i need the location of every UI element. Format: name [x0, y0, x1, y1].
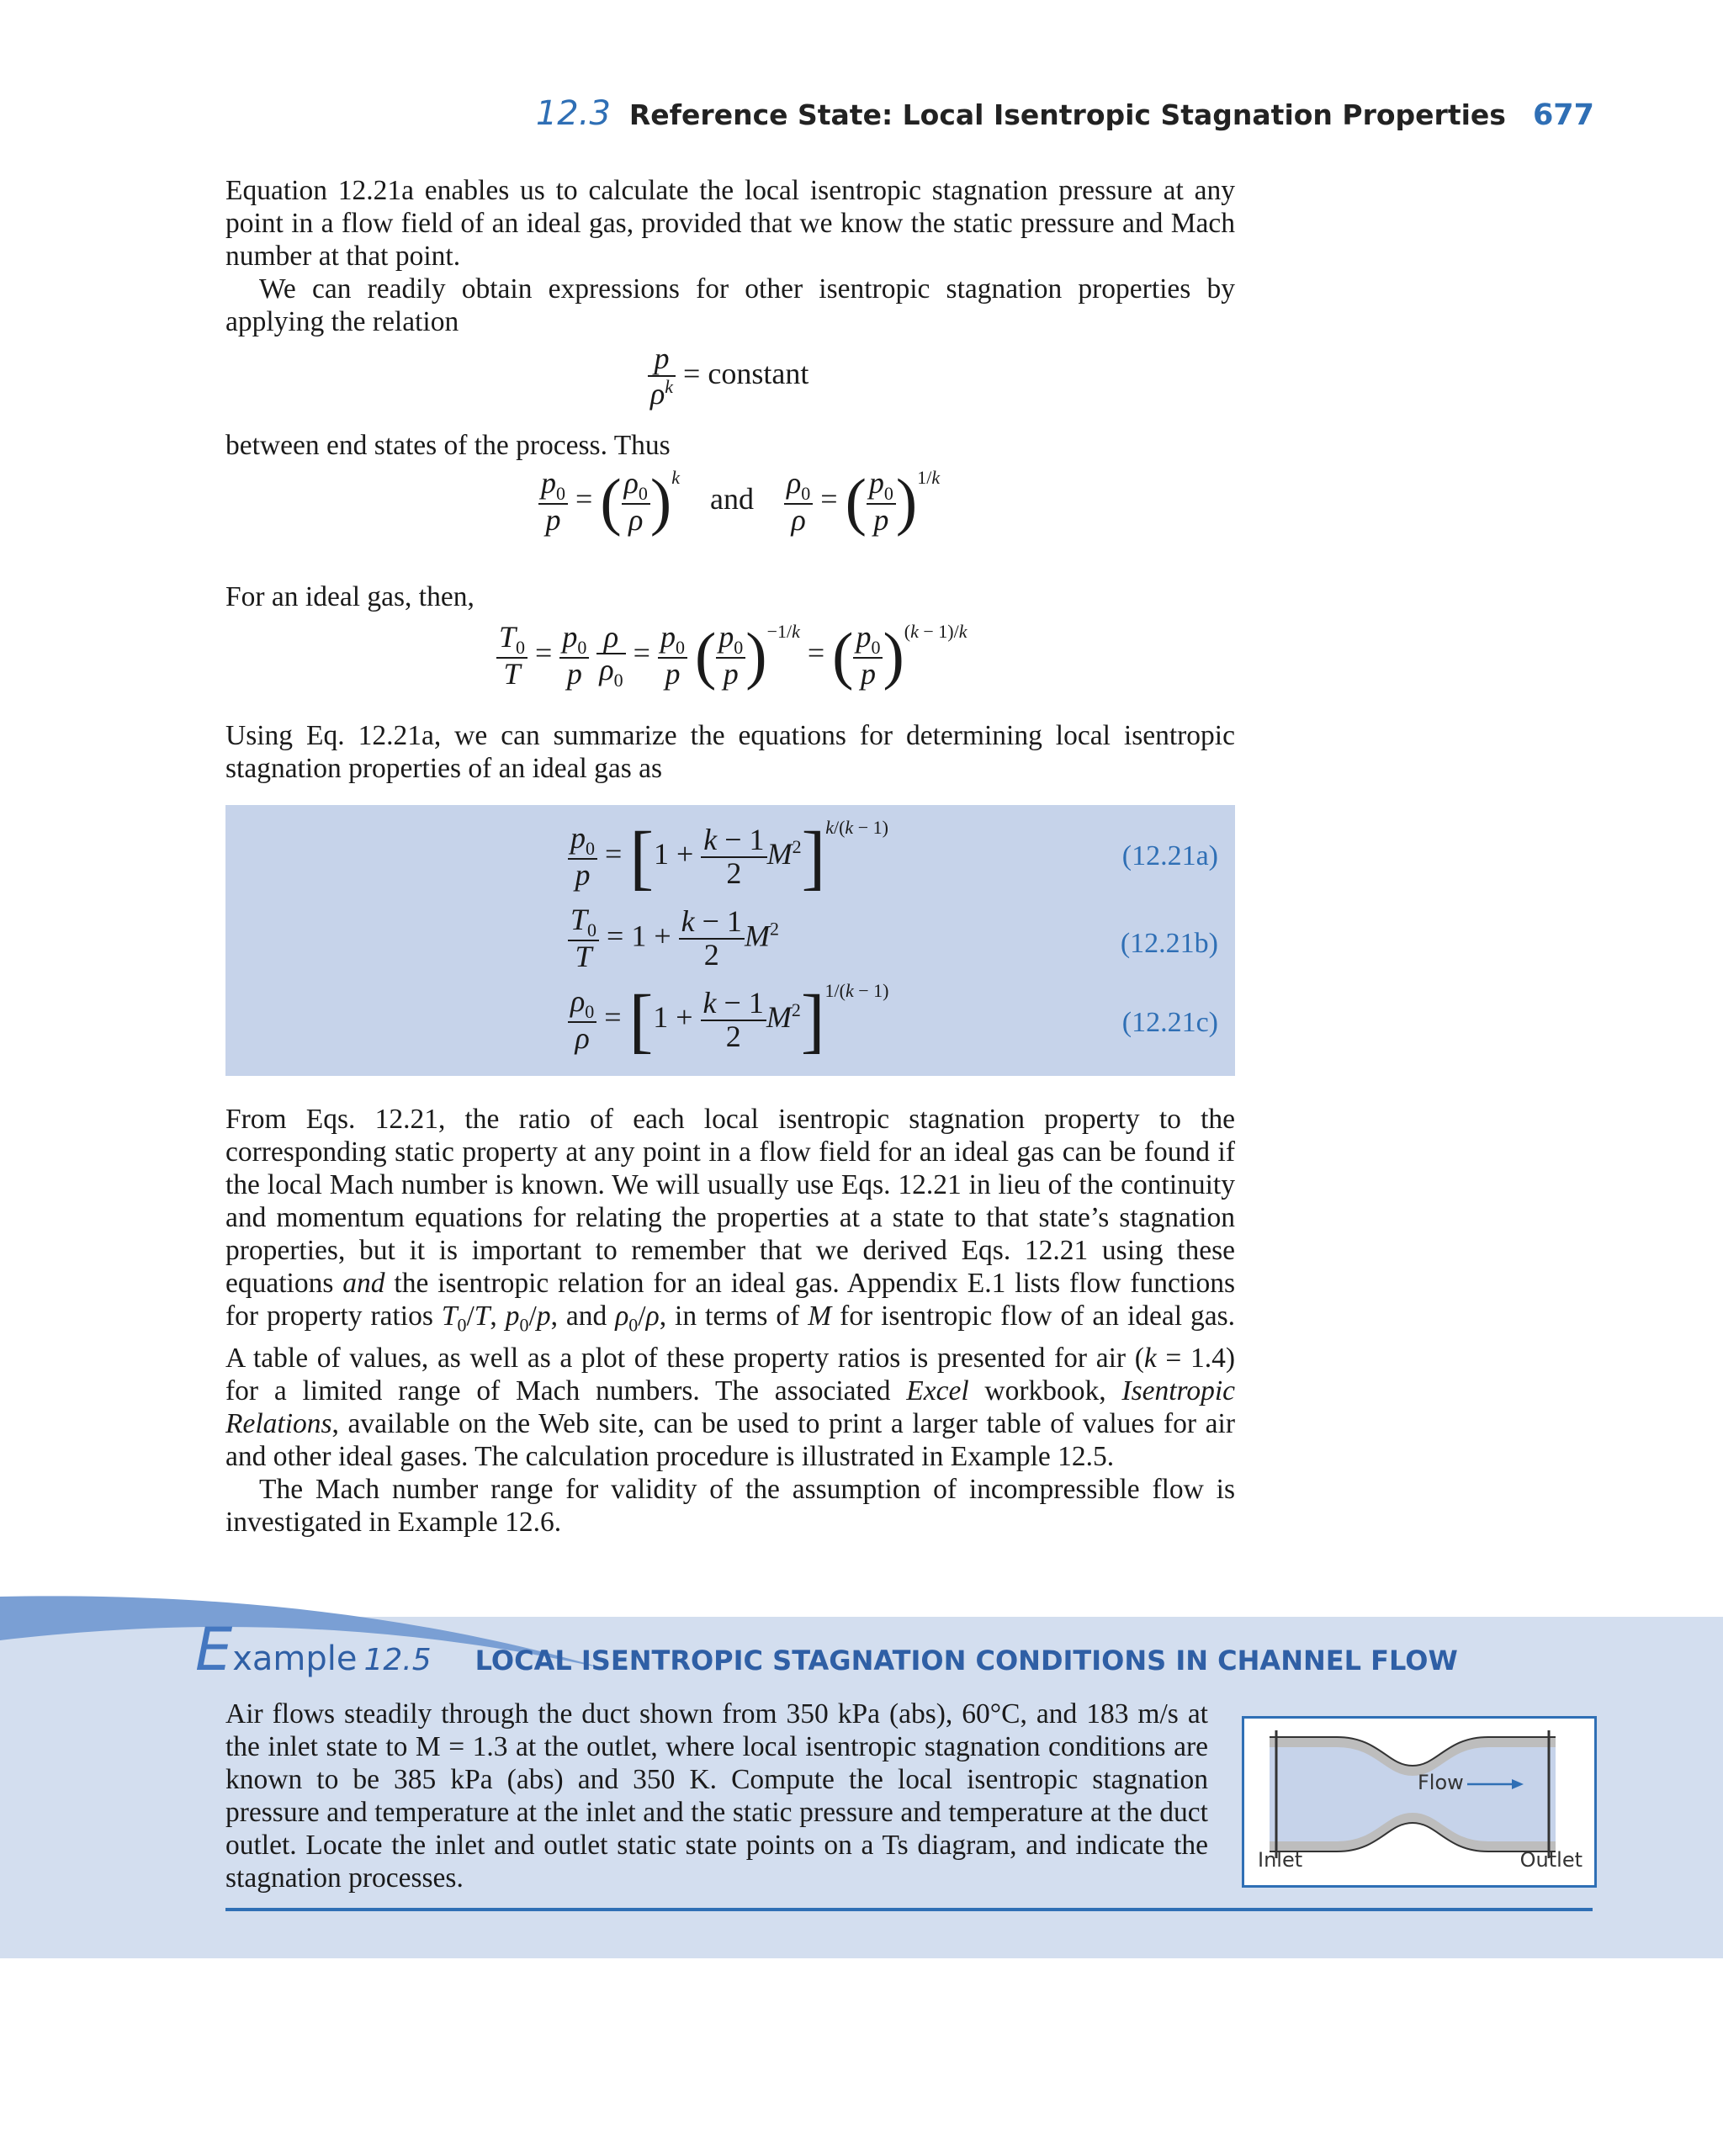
paragraph-4: For an ideal gas, then,	[225, 581, 474, 612]
equation-temperature-ratio: $\frac{T_0}{T}$ = $\frac{p_0}{p}$ $\frac{\rho}{\rho_0}$ = $\frac{p_0}{p}$ ( $\frac{p_0}{p}$ )$^{-1/k}$ = ( $\frac{p_0}{p}$ )$^{(k - 1)/k}$	[496, 621, 968, 691]
outlet-label: Outlet	[1519, 1848, 1583, 1872]
paragraph-2: We can readily obtain expressions for other isentropic stagnation properties by applying the relation	[225, 273, 1235, 337]
example-problem-text: Air flows steadily through the duct shown from 350 kPa (abs), 60°C, and 183 m/s at the inlet state to M = 1.3 at the outlet, where local isentropic stagnation conditions are known to be 385 kPa (abs) and 350 K. Compute the local isentropic stagnation pressure and temperature at the inlet and the static pressure and temperature at the duct outlet. Locate the inlet and outlet static state points on a Ts diagram, and indicate the stagnation processes.	[225, 1698, 1208, 1894]
paragraph-3: between end states of the process. Thus	[225, 430, 671, 461]
example-label-initial: E	[195, 1615, 233, 1684]
flow-label: Flow	[1418, 1771, 1464, 1794]
example-title: LOCAL ISENTROPIC STAGNATION CONDITIONS IN CHANNEL FLOW	[474, 1645, 1458, 1677]
example-divider	[225, 1908, 1593, 1911]
paragraph-5: Using Eq. 12.21a, we can summarize the equations for determining local isentropic stagnation properties of an ideal gas as	[225, 720, 1235, 784]
constant-text: = constant	[683, 357, 809, 391]
paragraph-6: From Eqs. 12.21, the ratio of each local isentropic stagnation property to the corresponding static property at any point in a flow field for an ideal gas can be found if the local Mach number is known. We will usually use Eqs. 12.21 in lieu of the continuity and momentum equations for relating the properties at a state to that state’s stagnation properties, but it is important to remember that we derived Eqs. 12.21 using these equations and the isentropic relation for an ideal gas. Appendix E.1 lists flow functions for property ratios $T_0/T$, $p_0/p$, and $\rho_0/\rho$, in terms of M for isentropic flow of an ideal gas. A table of values, as well as a plot of these property ratios is presented for air (k = 1.4) for a limited range of Mach numbers. The associated Excel workbook, Isentropic Relations, available on the Web site, can be used to print a larger table of values for air and other ideal gases. The calculation procedure is illustrated in Example 12.5. The Mach number range for validity of the assumption of incompressible flow is investigated in Example 12.6.	[225, 1104, 1236, 1538]
equation-number-12-21b: (12.21b)	[1120, 928, 1218, 959]
equation-number-12-21a: (12.21a)	[1121, 840, 1218, 871]
equation-12-21c: $\frac{\rho_0}{\rho}$ = [1 + $\frac{k - 1}{2}$ $M^2]^{1/(k - 1)}$	[568, 980, 888, 1057]
example-number: 12.5	[363, 1643, 432, 1677]
equation-number-12-21c: (12.21c)	[1121, 1007, 1218, 1038]
intro-paragraphs	[225, 174, 1235, 338]
and-text: and	[709, 482, 754, 516]
running-header	[0, 94, 1594, 133]
equation-power-relations: $\frac{p_0}{p}$ = ( $\frac{\rho_0}{\rho}$ )$^k$ and $\frac{\rho_0}{\rho}$ = ( $\frac{p_0}{p}$ )$^{1/k}$	[538, 467, 940, 537]
paragraph-7: The Mach number range for validity of the assumption of incompressible flow is investigated in Example 12.6.	[225, 1473, 1235, 1538]
section-title: Reference State: Local Isentropic Stagnation Properties	[628, 98, 1506, 131]
page-number: 677	[1532, 98, 1594, 132]
section-number: 12.3	[535, 94, 611, 133]
equation-isentropic-relation: $\frac{p}{\rho^k}$ = constant	[648, 343, 808, 411]
example-heading	[195, 1615, 1458, 1684]
equation-12-21a: $\frac{p_0}{p}$ = [1 + $\frac{k - 1}{2}$ $M^2]^{k/(k - 1)}$	[568, 817, 888, 893]
equation-box-12-21	[225, 805, 1235, 1076]
equation-12-21b: $\frac{T_0}{T}$ = 1 + $\frac{k - 1}{2}$ $M^2$	[568, 904, 779, 973]
inlet-label: Inlet	[1258, 1848, 1303, 1872]
paragraph-1: Equation 12.21a enables us to calculate the local isentropic stagnation pressure at any point in a flow field of an ideal gas, provided that we know the static pressure and Mach number at that point.	[225, 175, 1235, 272]
example-label: xample	[232, 1640, 358, 1678]
duct-figure	[1242, 1716, 1597, 1888]
